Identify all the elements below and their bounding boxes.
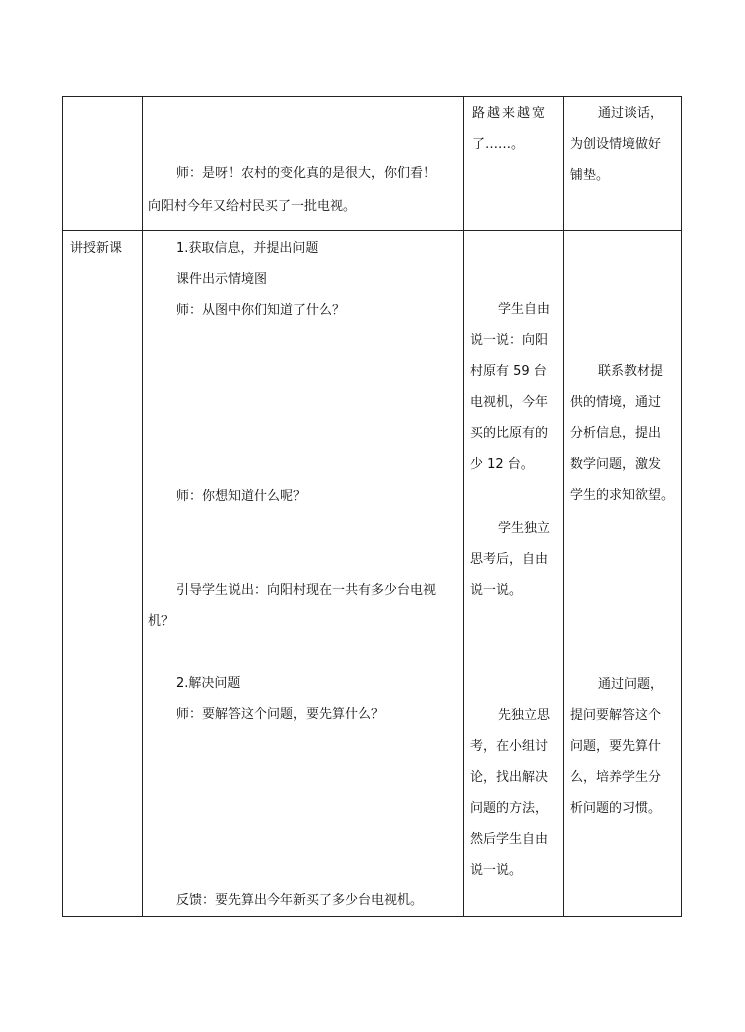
- student-activity-line: 问题的方法，: [470, 801, 549, 816]
- teacher-line: 向阳村今年又给村民买了一批电视。: [148, 199, 357, 214]
- design-intent-line: 通过问题，: [598, 677, 664, 692]
- student-activity-line: 说一说。: [470, 583, 523, 598]
- student-activity-line: 村原有 59 台: [470, 364, 547, 379]
- guide-line: 机？: [148, 614, 175, 629]
- student-activity-cell: [472, 98, 558, 160]
- student-activity-line: 考，在小组讨: [470, 739, 549, 754]
- student-activity-line: 说一说：向阳: [470, 333, 549, 348]
- student-activity-cell: [470, 294, 562, 480]
- design-intent-line: 析问题的习惯。: [570, 801, 662, 816]
- student-activity-line: 少 12 台。: [470, 457, 534, 472]
- student-activity-line: 学生独立: [498, 521, 551, 536]
- step-title: 2.解决问题: [176, 676, 241, 691]
- design-intent-line: 问题，要先算什: [570, 739, 662, 754]
- student-activity-line: 买的比原有的: [470, 426, 549, 441]
- design-intent-line: 么，培养学生分: [570, 770, 662, 785]
- design-intent-line: 提问要解答这个: [570, 708, 662, 723]
- student-activity-line: 然后学生自由: [470, 832, 549, 847]
- design-intent-line: 联系教材提: [598, 364, 664, 379]
- student-activity-line: 了……。: [472, 137, 525, 152]
- column-divider-2: [463, 97, 464, 916]
- guide-line: 引导学生说出：向阳村现在一共有多少台电视: [176, 583, 437, 598]
- student-activity-line: 先独立思: [498, 708, 551, 723]
- student-activity-line: 说一说。: [470, 863, 523, 878]
- teacher-question: 师：要解答这个问题，要先算什么？: [176, 707, 385, 722]
- design-intent-cell: [570, 98, 680, 191]
- teacher-question: 师：从图中你们知道了什么？: [176, 303, 346, 318]
- design-intent-line: 铺垫。: [570, 168, 610, 183]
- teacher-line: 师：是呀！农村的变化真的是很大，你们看！: [176, 166, 437, 181]
- row-divider: [63, 230, 681, 231]
- design-intent-line: 为创设情境做好: [570, 137, 662, 152]
- feedback-line: 反馈：要先算出今年新买了多少台电视机。: [176, 893, 424, 908]
- courseware-note: 课件出示情境图: [176, 272, 268, 287]
- student-activity-line: 论，找出解决: [470, 770, 549, 785]
- column-divider-1: [142, 97, 143, 916]
- design-intent-line: 通过谈话，: [598, 106, 664, 121]
- design-intent-line: 分析信息，提出: [570, 426, 662, 441]
- design-intent-cell: [570, 356, 680, 511]
- design-intent-line: 学生的求知欲望。: [570, 488, 675, 503]
- student-activity-line: 电视机，今年: [470, 395, 549, 410]
- student-activity-line: 路越来越宽: [472, 106, 548, 121]
- teacher-question: 师：你想知道什么呢？: [176, 489, 307, 504]
- student-activity-line: 思考后，自由: [470, 552, 549, 567]
- column-divider-3: [563, 97, 564, 916]
- section-label: 讲授新课: [70, 241, 123, 256]
- design-intent-line: 数学问题，激发: [570, 457, 662, 472]
- design-intent-line: 供的情境，通过: [570, 395, 662, 410]
- step-title: 1.获取信息，并提出问题: [176, 241, 319, 256]
- student-activity-line: 学生自由: [498, 302, 551, 317]
- student-activity-cell: [470, 700, 562, 886]
- student-activity-cell: [470, 513, 562, 606]
- design-intent-cell: [570, 669, 680, 824]
